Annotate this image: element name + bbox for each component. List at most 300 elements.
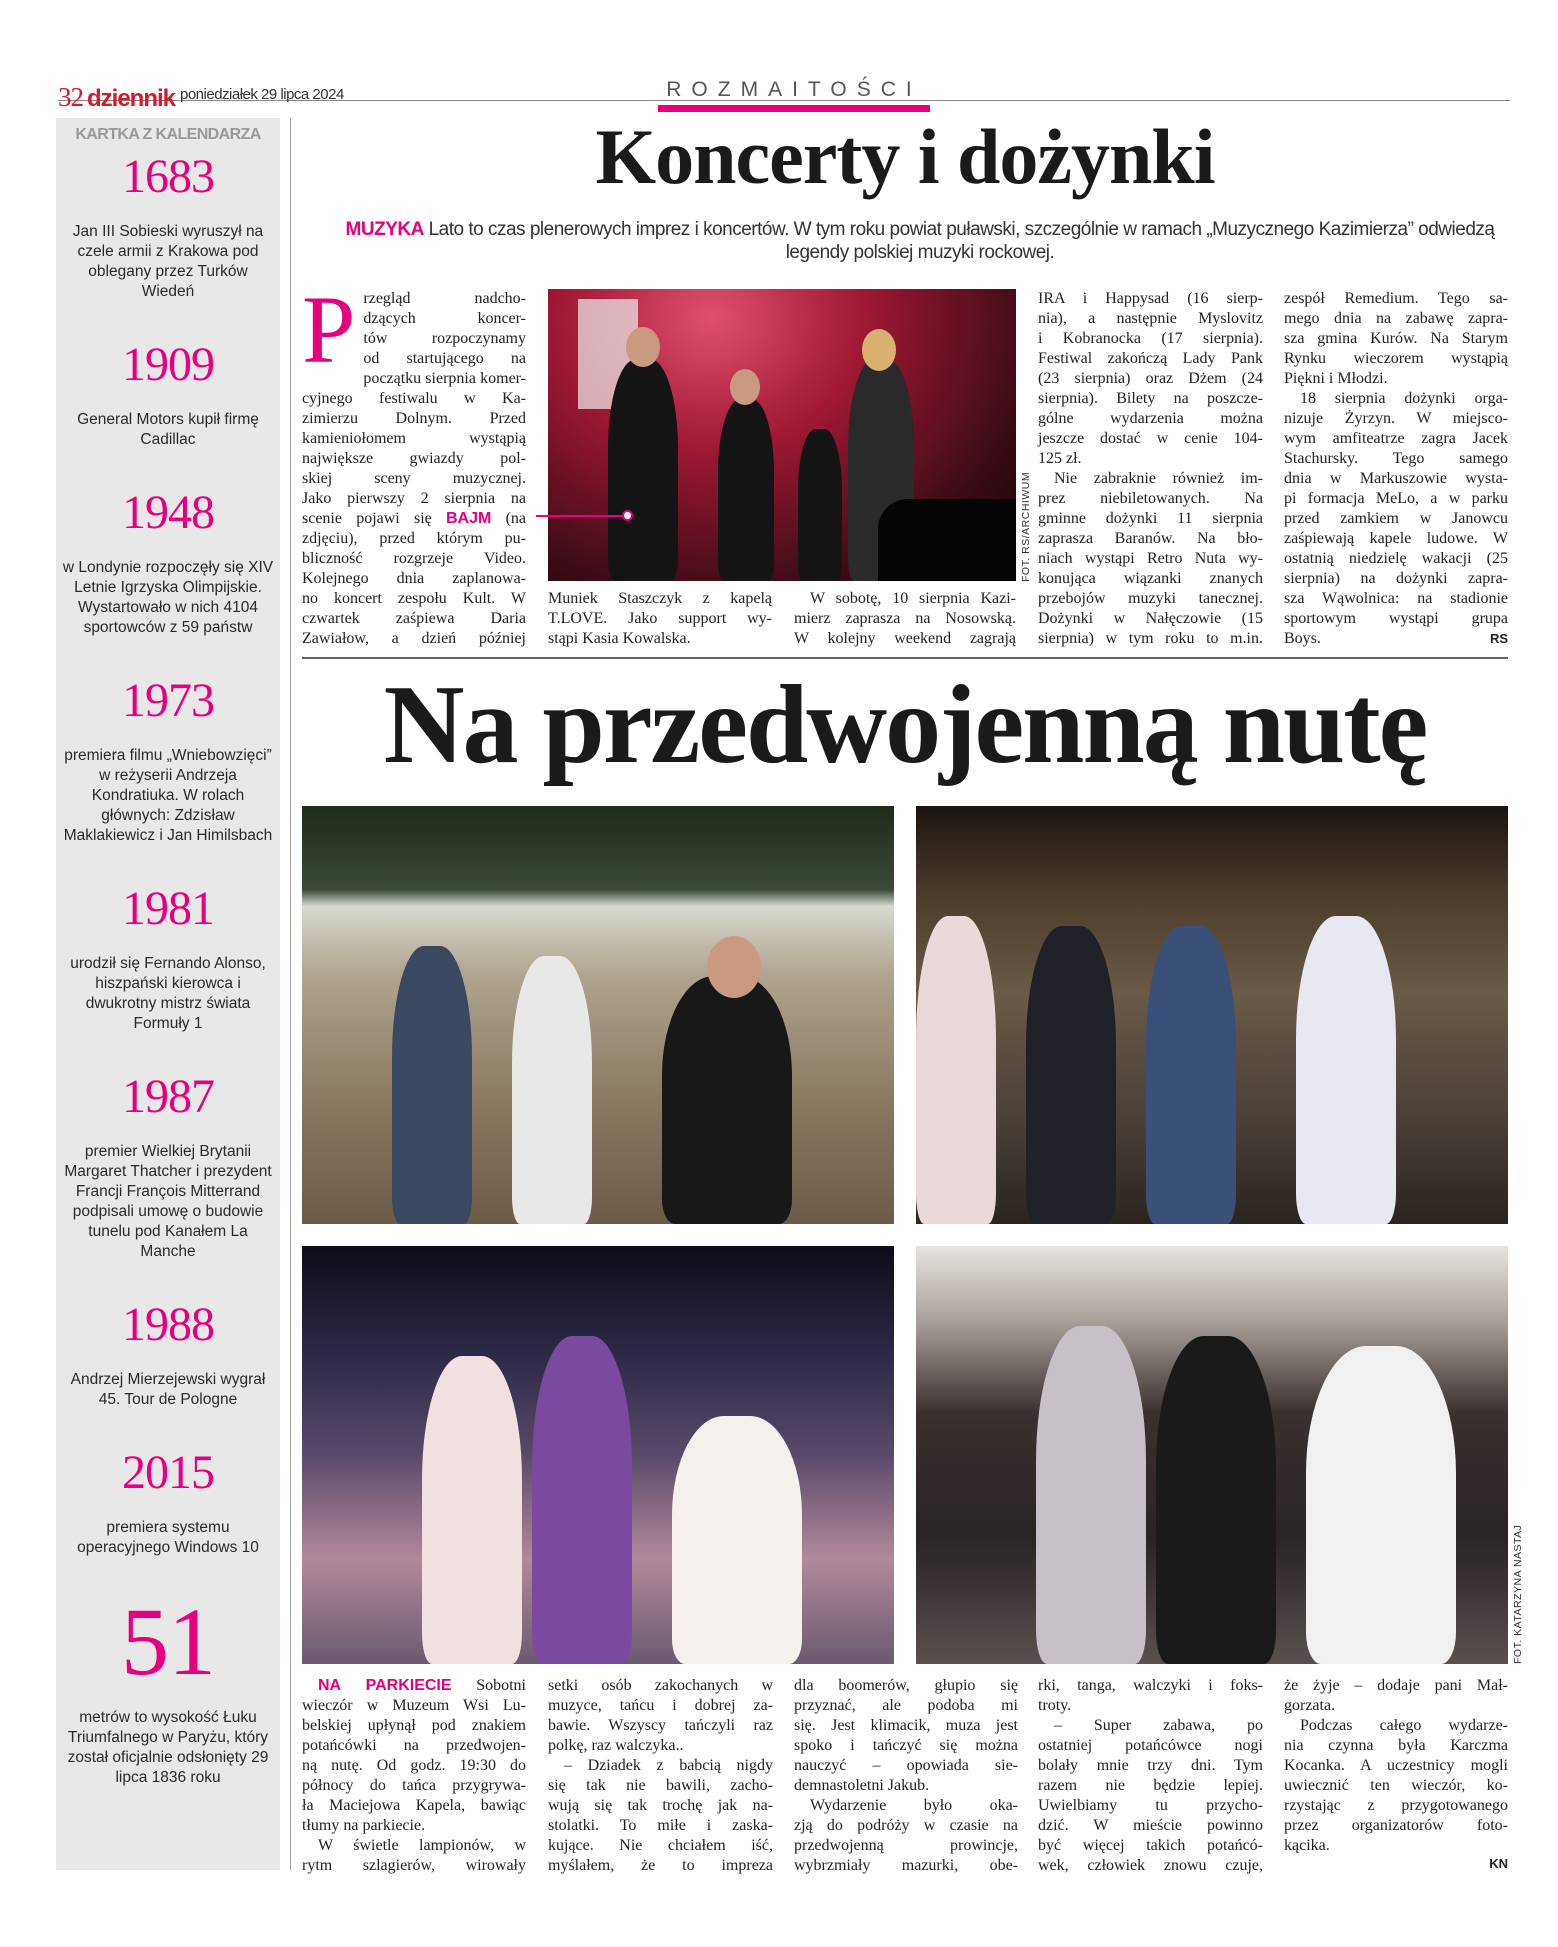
text-line: [302, 1816, 526, 1836]
line-text: Zawiałow, a dzień później: [302, 630, 526, 647]
entry-year: 1988: [122, 1298, 214, 1351]
text-line: [1038, 1716, 1263, 1736]
text-line: [1038, 529, 1263, 549]
line-text: scenie pojawi się: [302, 510, 446, 527]
line-text: ostatnią niedzielę wakacji (25: [1284, 550, 1508, 567]
text-line: [794, 1776, 1018, 1796]
line-text: cyjnego festiwalu w Ka-: [302, 390, 526, 407]
line-text: sierpnia) na dożynki zapra-: [1284, 570, 1508, 587]
article2-column-4: [1038, 1676, 1263, 1876]
article1-column-1: [302, 276, 527, 649]
line-text: przebojów muzyki tanecznej.: [1038, 590, 1263, 607]
dancing-photo-3: [302, 1246, 894, 1664]
line-text: muzyce, tańcu i dobrej za-: [548, 1697, 773, 1714]
performer-figure: [798, 429, 842, 581]
line-text: się. Jest klimacik, muza jest: [794, 1717, 1018, 1734]
line-text: kujące. Nie chciałem iść,: [548, 1837, 773, 1854]
entry-year: 1973: [122, 674, 214, 727]
text-line: [548, 1696, 773, 1716]
text-line: [1038, 349, 1263, 369]
text-line: [548, 1776, 773, 1796]
photo-pointer-dot: [622, 510, 633, 521]
page-number: 32: [58, 82, 83, 112]
dancing-photo-1: [302, 806, 894, 1224]
line-text: Dożynki w Nałęczowie (15: [1038, 610, 1263, 627]
text-line: [1038, 289, 1263, 309]
text-line: [548, 1856, 773, 1876]
line-text: Kolejnego dnia zaplanowa-: [302, 570, 526, 587]
text-line: [794, 1756, 1018, 1776]
line-text: ostatniej potańcówce nogi: [1038, 1737, 1263, 1754]
dancer-figure: [1026, 926, 1116, 1224]
highlight-keyword: NA PARKIECIE: [318, 1677, 452, 1694]
text-line: [794, 1836, 1018, 1856]
article2-column-2: [548, 1676, 773, 1876]
line-text: dzić. W mieście powinno: [1038, 1817, 1263, 1834]
line-text: setki osób zakochanych w: [548, 1677, 773, 1694]
singer-head: [862, 329, 896, 371]
line-text: zją do podróży w czasie na: [794, 1817, 1018, 1834]
line-text: prez niebiletowanych. Na: [1038, 490, 1263, 507]
text-line: [1038, 1856, 1263, 1876]
text-line: [1284, 369, 1508, 389]
entry-year: 1909: [122, 338, 214, 391]
dancer-figure: [532, 1336, 632, 1664]
line-text: Jako pierwszy 2 sierpnia na: [302, 490, 526, 507]
text-line: [302, 629, 526, 649]
line-text: czwartek zaśpiewa Daria: [302, 610, 526, 627]
entry-text: Andrzej Mierzejewski wygrał 45. Tour de Pologne: [70, 1371, 266, 1408]
text-line: [1284, 589, 1508, 609]
line-text: troty.: [1038, 1697, 1072, 1714]
line-text: północy do tańca przygrywa-: [302, 1777, 526, 1794]
text-line: [1038, 549, 1263, 569]
entry-year: 1683: [122, 150, 214, 203]
line-text: Muniek Staszczyk z kapelą: [548, 590, 772, 607]
line-text: W sobotę, 10 sierpnia Kazi-: [810, 590, 1016, 607]
entry-text: w Londynie rozpoczęły się XIV Letnie Igrzyska Olimpijskie. Wystartowało w nich 4104 sportowców z 59 państw: [62, 559, 274, 636]
dancer-figure: [916, 916, 996, 1224]
line-text: zimierzu Dolnym. Przed: [302, 410, 526, 427]
newspaper-logo: [58, 82, 175, 113]
line-text: i Kobranocka (17 sierpnia).: [1038, 330, 1263, 347]
line-text: wieczór w Muzeum Wsi Lu-: [302, 1697, 526, 1714]
text-line: [1284, 309, 1508, 329]
entry-year: 51: [121, 1588, 215, 1695]
article2-column-5: [1284, 1676, 1508, 1856]
text-line: [1038, 1756, 1263, 1776]
text-line: [1038, 1736, 1263, 1756]
text-line: [548, 1816, 773, 1836]
dancer-figure: [1146, 926, 1236, 1224]
text-line: [1284, 549, 1508, 569]
text-line: [1284, 1716, 1508, 1736]
line-text: rytm szlagierów, wirowały: [302, 1857, 526, 1874]
text-line: [302, 409, 526, 429]
line-text: kącika.: [1284, 1837, 1330, 1854]
dancer-figure: [1296, 916, 1396, 1224]
line-text: nia czynna była Karczma: [1284, 1737, 1508, 1754]
dancer-figure: [1306, 1346, 1456, 1664]
lead-kicker: MUZYKA: [345, 219, 424, 240]
calendar-entry: [56, 1588, 280, 1788]
line-text: sierpnia). Bilety na poszcze-: [1038, 390, 1263, 407]
text-line: [794, 589, 1016, 609]
performer-head: [626, 327, 660, 367]
line-text: sza gmina Kurów. Na Starym: [1284, 330, 1508, 347]
line-text: (23 sierpnia) oraz Dżem (24: [1038, 370, 1263, 387]
highlight-keyword: BAJM: [446, 510, 492, 527]
dancer-figure: [422, 1356, 522, 1664]
text-line: [1038, 589, 1263, 609]
line-text: Uwielbiamy tu przycho-: [1038, 1797, 1263, 1814]
line-text: rzegląd nadcho-: [363, 290, 526, 307]
line-text: stąpi Kasia Kowalska.: [548, 630, 691, 647]
line-text: demnastoletni Jakub.: [794, 1777, 930, 1794]
text-line: [548, 1676, 773, 1696]
sidebar-kicker: KARTKA Z KALENDARZA: [75, 126, 261, 143]
text-line: [794, 1696, 1018, 1716]
line-text: zaprasza Baranów. Na bło-: [1038, 530, 1263, 547]
text-line: [302, 469, 526, 489]
text-line: [1038, 449, 1263, 469]
calendar-sidebar: [56, 118, 280, 1870]
text-line: [548, 1836, 773, 1856]
article1-column-4: [1038, 289, 1263, 649]
line-text: uwiecznić ten wieczór, ko-: [1284, 1777, 1508, 1794]
text-line: [548, 629, 772, 649]
line-text: być więcej takich potańcó-: [1038, 1837, 1263, 1854]
text-line: [548, 1716, 773, 1736]
text-line: [1038, 489, 1263, 509]
line-text: gorzata.: [1284, 1697, 1336, 1714]
line-text: dnia w Markuszowie wysta-: [1284, 470, 1508, 487]
text-line: [548, 609, 772, 629]
issue-date: poniedziałek 29 lipca 2024: [180, 86, 344, 103]
text-line: [1038, 309, 1263, 329]
calendar-entry: [56, 1298, 280, 1410]
line-text: niach wystąpi Retro Nuta wy-: [1038, 550, 1263, 567]
line-text: Boys.: [1284, 630, 1321, 647]
calendar-entry: [56, 338, 280, 450]
line-text: przed zamkiem w Janowcu: [1284, 510, 1508, 527]
line-text: Kocanka. A uczestnicy mogli: [1284, 1757, 1508, 1774]
line-text: od startującego na: [363, 350, 526, 367]
line-text: się tak nie bawili, zacho-: [548, 1777, 773, 1794]
line-text: kamieniołomem wystąpią: [302, 430, 526, 447]
line-text: rki, tanga, walczyki i foks-: [1038, 1677, 1263, 1694]
text-line: [1284, 1756, 1508, 1776]
text-line: [302, 1756, 526, 1776]
text-line: [302, 1836, 526, 1856]
photo-credit: FOT. RS/ARCHIWUM: [1020, 471, 1032, 582]
text-line: [1038, 629, 1263, 649]
calendar-entry: [56, 1070, 280, 1262]
band-photo: [916, 1246, 1508, 1664]
line-text: mego dnia na zabawę zapra-: [1284, 310, 1508, 327]
text-line: [548, 589, 772, 609]
text-line: [794, 1856, 1018, 1876]
text-line: [1284, 1776, 1508, 1796]
dancer-figure: [1036, 1326, 1146, 1664]
line-text: bawie. Wszyscy tańczyli raz: [548, 1717, 773, 1734]
text-line: [302, 589, 526, 609]
line-text: (na: [491, 510, 527, 527]
text-line: [302, 509, 526, 529]
line-text: dzących koncer-: [363, 310, 526, 327]
text-line: [1284, 1676, 1508, 1696]
line-text: 125 zł.: [1038, 450, 1082, 467]
text-line: [1284, 349, 1508, 369]
text-line: [1038, 469, 1263, 489]
calendar-entry: [56, 486, 280, 638]
entry-text: premiera systemu operacyjnego Windows 10: [77, 1519, 259, 1556]
article1-headline: Koncerty i dożynki: [595, 113, 1215, 200]
line-text: 18 sierpnia dożynki orga-: [1300, 390, 1508, 407]
text-line: [302, 529, 526, 549]
section-accent-bar: [658, 105, 930, 112]
text-line: [302, 1696, 526, 1716]
line-text: zespół Remedium. Tego sa-: [1284, 290, 1508, 307]
line-text: myślałem, że to impreza: [548, 1857, 773, 1874]
text-line: [302, 449, 526, 469]
text-line: [1284, 329, 1508, 349]
line-text: początku sierpnia komer-: [363, 370, 526, 387]
line-text: sierpnia) w tym roku to m.in.: [1038, 630, 1263, 647]
text-line: [302, 429, 526, 449]
text-line: [1038, 1816, 1263, 1836]
line-text: spoko i tańczyć się można: [794, 1737, 1018, 1754]
line-text: Stachursky. Tego samego: [1284, 450, 1508, 467]
text-line: [302, 549, 526, 569]
line-text: dla boomerów, głupio się: [794, 1677, 1018, 1694]
text-line: [1038, 1676, 1263, 1696]
text-line: [1284, 569, 1508, 589]
dancing-photo-2: [916, 806, 1508, 1224]
text-line: [1284, 1836, 1508, 1856]
line-text: przyznać, ale podoba mi: [794, 1697, 1018, 1714]
line-text: Sobotni: [451, 1677, 526, 1694]
photo-pointer-line: [536, 515, 626, 517]
performer-head: [730, 369, 760, 405]
line-text: polkę, raz walczyka..: [548, 1737, 684, 1754]
text-line: [794, 1716, 1018, 1736]
article1-column-3: [794, 589, 1016, 649]
text-line: [1038, 509, 1263, 529]
line-text: największe gwiazdy pol-: [302, 450, 526, 467]
article-separator: [302, 657, 1508, 659]
calendar-entry: [56, 150, 280, 302]
line-text: sza Wąwolnica: na stadionie: [1284, 590, 1508, 607]
line-text: przedwojenną prowincje,: [794, 1837, 1018, 1854]
line-text: przez organizatorów foto-: [1284, 1817, 1508, 1834]
article1-lead: [330, 218, 1510, 264]
line-text: ła Maciejowa Kapela, bawiąc: [302, 1797, 526, 1814]
text-line: [302, 609, 526, 629]
drop-cap: P: [302, 276, 356, 383]
photo-credit: FOT. KATARZYNA NASTAJ: [1512, 1524, 1524, 1664]
line-text: Festiwal zakończą Lady Pank: [1038, 350, 1263, 367]
line-text: nia), a następnie Myslovitz: [1038, 310, 1263, 327]
line-text: rzystając z przygotowanego: [1284, 1797, 1508, 1814]
line-text: konująca wiązanki znanych: [1038, 570, 1263, 587]
line-text: Rynku wieczorem wystąpią: [1284, 350, 1508, 367]
line-text: no koncert zespołu Kult. W: [302, 590, 526, 607]
text-line: [1038, 1836, 1263, 1856]
entry-text: metrów to wysokość Łuku Triumfalnego w Paryżu, który został oficjalnie odsłonięty 29 lipca 1836 roku: [67, 1709, 269, 1786]
text-line: [794, 1796, 1018, 1816]
text-line: [1038, 389, 1263, 409]
line-text: bolały mnie trzy dni. Tym: [1038, 1757, 1263, 1774]
text-line: [302, 1716, 526, 1736]
lead-text: Lato to czas plenerowych imprez i koncertów. W tym roku powiat puławski, szczególnie w ramach „Muzycznego Kazimierza” odwiedzą legendy polskiej muzyki rockowej.: [423, 219, 1495, 263]
column-divider: [290, 118, 291, 1870]
entry-text: urodził się Fernando Alonso, hiszpański kierowca i dwukrotny mistrz świata Formuły 1: [70, 955, 266, 1032]
line-text: Piękni i Młodzi.: [1284, 370, 1388, 387]
line-text: potańcówki na przedwojen-: [302, 1737, 526, 1754]
dancer-figure: [662, 976, 792, 1224]
article2-headline: Na przedwojenną nutę: [383, 663, 1427, 787]
text-line: [1284, 289, 1508, 309]
text-line: [548, 1736, 773, 1756]
text-line: [302, 1776, 526, 1796]
text-line: [1284, 509, 1508, 529]
calendar-entry: [56, 674, 280, 846]
line-text: T.LOVE. Jako support wy-: [548, 610, 772, 627]
dancer-figure: [672, 1416, 802, 1664]
article2-column-3: [794, 1676, 1018, 1876]
text-line: [1038, 569, 1263, 589]
line-text: IRA i Happysad (16 sierp-: [1038, 290, 1263, 307]
text-line: [302, 569, 526, 589]
line-text: wybrzmiały mazurki, obe-: [794, 1857, 1018, 1874]
text-line: [1284, 469, 1508, 489]
text-line: [1038, 609, 1263, 629]
text-line: [1038, 1796, 1263, 1816]
dancer-figure: [1156, 1336, 1276, 1664]
text-line: [302, 1856, 526, 1876]
text-line: [548, 1756, 773, 1776]
line-text: Wydarzenie było oka-: [810, 1797, 1018, 1814]
text-line: [1038, 429, 1263, 449]
line-text: stolatki. To miłe i zaska-: [548, 1817, 773, 1834]
text-line: [794, 1816, 1018, 1836]
text-line: [1284, 609, 1508, 629]
line-text: pi formacja MeLo, a w parku: [1284, 490, 1508, 507]
section-label: ROZMAITOŚCI: [666, 78, 922, 101]
entry-text: premier Wielkiej Brytanii Margaret Thatcher i prezydent Francji François Mitterrand podpisali umowę o budowie tunelu pod Kanałem La Manche: [64, 1143, 272, 1260]
text-line: [1038, 1696, 1263, 1716]
calendar-entry: [56, 1446, 280, 1558]
text-line: [1284, 529, 1508, 549]
text-line: [1284, 1816, 1508, 1836]
entry-year: 1981: [122, 882, 214, 935]
text-line: [794, 609, 1016, 629]
dancer-figure: [512, 956, 592, 1224]
entry-text: General Motors kupił firmę Cadillac: [77, 411, 259, 448]
text-line: [302, 1796, 526, 1816]
text-line: [1284, 429, 1508, 449]
line-text: że żyje – dodaje pani Mał-: [1284, 1677, 1508, 1694]
line-text: Nie zabraknie również im-: [1054, 470, 1263, 487]
text-line: [794, 1736, 1018, 1756]
line-text: W świetle lampionów, w: [318, 1837, 526, 1854]
entry-year: 1948: [122, 486, 214, 539]
line-text: nizuje Żyrzyn. W miejsco-: [1284, 410, 1508, 427]
article1-column-5: [1284, 289, 1508, 649]
article2-column-1: [302, 1676, 526, 1876]
text-line: [794, 1676, 1018, 1696]
article1-signature: RS: [1489, 631, 1508, 646]
line-text: – Super zabawa, po: [1054, 1717, 1263, 1734]
line-text: bliczność rozgrzeje Video.: [302, 550, 526, 567]
line-text: ną nutę. Od godz. 19:30 do: [302, 1757, 526, 1774]
text-line: [1284, 449, 1508, 469]
text-line: [1038, 329, 1263, 349]
line-text: zdjęciu), przed którym pu-: [302, 530, 526, 547]
line-text: W kolejny weekend zagrają: [794, 630, 1016, 647]
text-line: [1284, 1736, 1508, 1756]
line-text: nauczyć – opowiada sie-: [794, 1757, 1018, 1774]
text-line: [1038, 1776, 1263, 1796]
performer-figure: [608, 359, 678, 581]
text-line: [302, 389, 526, 409]
line-text: gminne dożynki 11 sierpnia: [1038, 510, 1263, 527]
text-line: [1284, 409, 1508, 429]
text-line: [1284, 1696, 1508, 1716]
line-text: – Dziadek z babcią nigdy: [564, 1757, 773, 1774]
text-line: [1284, 389, 1508, 409]
entry-year: 1987: [122, 1070, 214, 1123]
article2-signature: KN: [1489, 1856, 1508, 1871]
line-text: belskiej upłynął pod znakiem: [302, 1717, 526, 1734]
line-text: skiej sceny muzycznej.: [302, 470, 526, 487]
text-line: [1284, 1796, 1508, 1816]
line-text: jeszcze dostać w cenie 104-: [1038, 430, 1263, 447]
text-line: [794, 629, 1016, 649]
line-text: zaśpiewają kapele ludowe. W: [1284, 530, 1508, 547]
performer-figure: [718, 399, 774, 581]
concert-photo: [548, 289, 1016, 581]
line-text: gólne wydarzenia można: [1038, 410, 1263, 427]
text-line: [1284, 489, 1508, 509]
line-text: sportowym wystąpi grupa: [1284, 610, 1508, 627]
calendar-entries: [56, 150, 280, 1788]
line-text: wek, człowiek znowu czuje,: [1038, 1857, 1263, 1874]
entry-year: 2015: [122, 1446, 214, 1499]
line-text: wują się tak trochę jak na-: [548, 1797, 773, 1814]
text-line: [302, 489, 526, 509]
text-line: [302, 1736, 526, 1756]
dancer-head: [707, 936, 761, 998]
text-line: [1038, 409, 1263, 429]
line-text: tów rozpoczynamy: [363, 330, 526, 347]
line-text: Podczas całego wydarze-: [1300, 1717, 1508, 1734]
text-line: [302, 1676, 526, 1696]
calendar-entry: [56, 882, 280, 1034]
line-text: tłumy na parkiecie.: [302, 1817, 426, 1834]
line-text: wym amfiteatrze zagra Jacek: [1284, 430, 1508, 447]
stage-speaker: [878, 499, 1016, 581]
entry-text: Jan III Sobieski wyruszył na czele armii z Krakowa pod oblegany przez Turków Wiedeń: [72, 223, 264, 300]
line-text: mierz zaprasza na Nosowską.: [794, 610, 1016, 627]
text-line: [1038, 369, 1263, 389]
text-line: [548, 1796, 773, 1816]
article1-column-2: [548, 589, 772, 649]
line-text: razem nie będzie lepiej.: [1038, 1777, 1263, 1794]
dancer-figure: [392, 946, 472, 1224]
logo-text: dziennik: [87, 85, 176, 112]
